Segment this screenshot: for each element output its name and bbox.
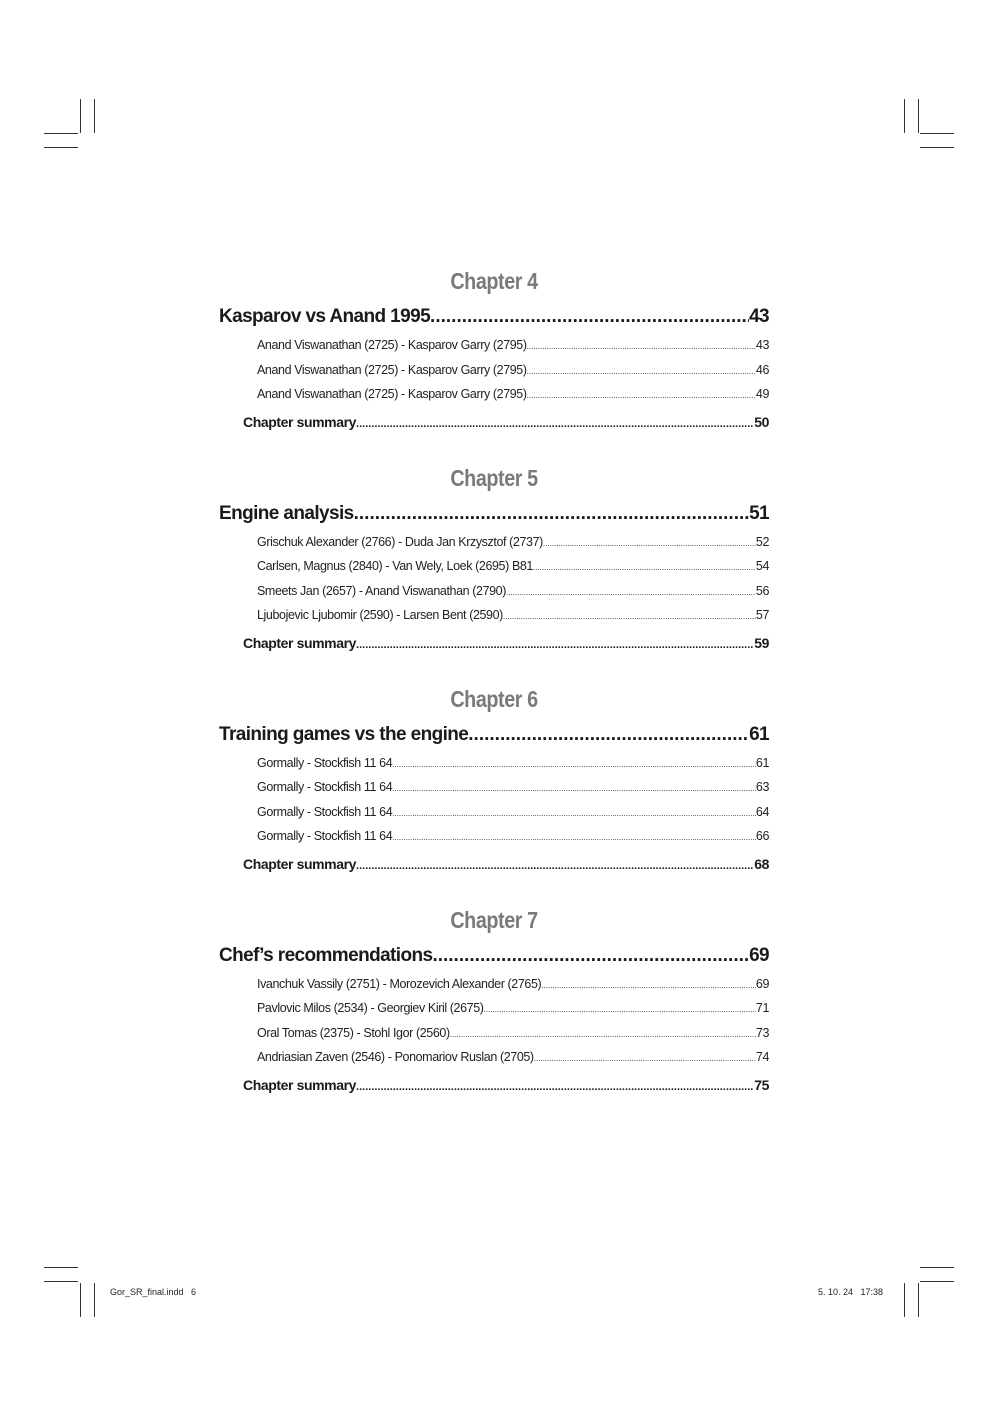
toc-game-entry-label: Carlsen, Magnus (2840) - Van Wely, Loek (2695) B81 bbox=[257, 559, 533, 573]
toc-game-entry-page-number: 69 bbox=[755, 976, 769, 991]
dot-leader bbox=[503, 605, 756, 628]
crop-mark bbox=[44, 133, 78, 134]
toc-chapter-entry-label: Training games vs the engine bbox=[219, 723, 469, 745]
dot-leader bbox=[356, 851, 754, 879]
crop-mark bbox=[44, 147, 78, 148]
toc-game-entry[interactable] bbox=[219, 800, 769, 825]
dot-leader bbox=[392, 802, 756, 825]
toc-summary-entry[interactable] bbox=[219, 849, 769, 879]
dot-leader bbox=[392, 826, 756, 849]
crop-mark bbox=[920, 133, 954, 134]
dot-leader bbox=[533, 556, 756, 579]
crop-mark bbox=[44, 1267, 78, 1268]
toc-chapter-entry-label: Chef’s recommendations bbox=[219, 944, 433, 966]
toc-game-entry-page-number: 73 bbox=[755, 1025, 769, 1040]
toc-chapter-entry-label: Kasparov vs Anand 1995 bbox=[219, 306, 431, 327]
toc-game-entry-label: Anand Viswanathan (2725) - Kasparov Garry (2795) bbox=[257, 338, 527, 352]
toc-game-entry[interactable] bbox=[219, 972, 769, 997]
dot-leader bbox=[534, 1047, 756, 1070]
toc-chapter-entry-page-number: 69 bbox=[749, 944, 769, 966]
dot-leader bbox=[392, 777, 756, 800]
toc-chapter-entry-page-number: 51 bbox=[749, 502, 769, 524]
toc-game-entry-label: Andriasian Zaven (2546) - Ponomariov Ruslan (2705) bbox=[257, 1050, 534, 1064]
chapter-section bbox=[219, 262, 769, 459]
dot-leader bbox=[356, 630, 754, 658]
toc-game-entry[interactable] bbox=[219, 603, 769, 628]
dot-leader bbox=[506, 581, 756, 604]
toc-game-entry-label: Gormally - Stockfish 11 64 bbox=[257, 829, 393, 843]
toc-summary-entry-page-number: 75 bbox=[754, 1076, 769, 1093]
toc-game-entry-page-number: 54 bbox=[755, 559, 769, 573]
toc-summary-entry-label: Chapter summary bbox=[243, 1076, 357, 1093]
dot-leader bbox=[356, 409, 754, 437]
dot-leader bbox=[484, 998, 756, 1021]
chapter-title: Chapter 4 bbox=[450, 268, 538, 294]
dot-leader bbox=[541, 974, 756, 997]
dot-leader bbox=[354, 497, 749, 530]
toc-game-entry-label: Grischuk Alexander (2766) - Duda Jan Krzysztof (2737) bbox=[257, 534, 543, 549]
toc-game-entry[interactable] bbox=[219, 530, 769, 555]
toc-game-entry-page-number: 57 bbox=[755, 608, 769, 622]
chapter-title: Chapter 6 bbox=[450, 685, 538, 712]
toc-game-entry-page-number: 61 bbox=[755, 755, 769, 770]
toc-game-entry-page-number: 56 bbox=[755, 583, 769, 598]
toc-game-entry[interactable] bbox=[219, 775, 769, 800]
toc-game-entry[interactable] bbox=[219, 996, 769, 1021]
toc-game-entry-page-number: 71 bbox=[755, 1001, 769, 1015]
toc-summary-entry[interactable] bbox=[219, 1070, 769, 1100]
chapter-title: Chapter 7 bbox=[450, 906, 538, 933]
chapter-section bbox=[219, 901, 769, 1100]
toc-summary-entry-page-number: 50 bbox=[754, 413, 769, 430]
toc-game-entry-page-number: 52 bbox=[755, 534, 769, 549]
toc-summary-entry-page-number: 68 bbox=[754, 855, 769, 872]
crop-mark bbox=[904, 99, 905, 133]
dot-leader bbox=[527, 335, 756, 358]
toc-game-entry[interactable] bbox=[219, 579, 769, 604]
toc-game-entry-label: Pavlovic Milos (2534) - Georgiev Kiril (2675) bbox=[257, 1001, 484, 1015]
toc-game-entry-label: Anand Viswanathan (2725) - Kasparov Garry (2795) bbox=[257, 362, 527, 377]
chapter-section bbox=[219, 459, 769, 680]
toc-game-entry[interactable] bbox=[219, 751, 769, 776]
toc-game-entry-label: Anand Viswanathan (2725) - Kasparov Garry (2795) bbox=[257, 387, 527, 401]
toc-game-entry-page-number: 43 bbox=[755, 338, 769, 352]
toc-game-entry-label: Gormally - Stockfish 11 64 bbox=[257, 755, 393, 770]
toc-summary-entry[interactable] bbox=[219, 407, 769, 437]
toc-game-entry[interactable] bbox=[219, 1045, 769, 1070]
dot-leader bbox=[543, 532, 756, 555]
toc-summary-entry-label: Chapter summary bbox=[243, 413, 357, 430]
slug-file-info: Gor_SR_final.indd 6 bbox=[110, 1287, 197, 1297]
toc-game-entry-page-number: 64 bbox=[755, 804, 769, 819]
toc-chapter-entry-page-number: 43 bbox=[749, 306, 769, 327]
toc-chapter-entry[interactable] bbox=[219, 497, 769, 530]
toc-chapter-entry[interactable] bbox=[219, 718, 769, 751]
crop-mark bbox=[920, 1267, 954, 1268]
toc-game-entry-page-number: 74 bbox=[755, 1050, 769, 1064]
crop-mark bbox=[920, 147, 954, 148]
toc-chapter-entry-page-number: 61 bbox=[749, 723, 769, 745]
chapter-title: Chapter 5 bbox=[450, 464, 538, 491]
toc-chapter-entry[interactable] bbox=[219, 939, 769, 972]
toc-game-entry-label: Gormally - Stockfish 11 64 bbox=[257, 780, 393, 794]
toc-chapter-entry-label: Engine analysis bbox=[219, 502, 354, 524]
toc-game-entry-page-number: 66 bbox=[755, 829, 769, 843]
crop-mark bbox=[44, 1281, 78, 1282]
toc-game-entry-label: Ivanchuk Vassily (2751) - Morozevich Alexander (2765) bbox=[257, 976, 542, 991]
toc-chapter-entry[interactable] bbox=[219, 300, 769, 333]
slug-timestamp: 5. 10. 24 17:38 bbox=[818, 1287, 884, 1297]
dot-leader bbox=[432, 939, 749, 972]
crop-mark bbox=[80, 1283, 81, 1317]
toc-summary-entry-label: Chapter summary bbox=[243, 855, 357, 872]
toc-game-entry[interactable] bbox=[219, 333, 769, 358]
crop-mark bbox=[918, 99, 919, 133]
toc-game-entry[interactable] bbox=[219, 1021, 769, 1046]
crop-mark bbox=[94, 1283, 95, 1317]
chapter-section bbox=[219, 680, 769, 901]
crop-mark bbox=[80, 99, 81, 133]
crop-mark bbox=[918, 1283, 919, 1317]
toc-game-entry-label: Oral Tomas (2375) - Stohl Igor (2560) bbox=[257, 1025, 450, 1040]
toc-game-entry-label: Smeets Jan (2657) - Anand Viswanathan (2790) bbox=[257, 583, 507, 598]
toc-summary-entry-label: Chapter summary bbox=[243, 634, 357, 651]
dot-leader bbox=[527, 384, 756, 407]
crop-mark bbox=[920, 1281, 954, 1282]
toc-game-entry-page-number: 49 bbox=[755, 387, 769, 401]
table-of-contents bbox=[219, 262, 769, 1100]
crop-mark bbox=[904, 1283, 905, 1317]
toc-game-entry-label: Gormally - Stockfish 11 64 bbox=[257, 804, 393, 819]
toc-game-entry-label: Ljubojevic Ljubomir (2590) - Larsen Bent (2590) bbox=[257, 608, 503, 622]
toc-game-entry[interactable] bbox=[219, 358, 769, 383]
dot-leader bbox=[430, 300, 749, 333]
dot-leader bbox=[450, 1023, 756, 1046]
dot-leader bbox=[468, 718, 749, 751]
toc-game-entry[interactable] bbox=[219, 382, 769, 407]
dot-leader bbox=[356, 1072, 754, 1100]
toc-game-entry[interactable] bbox=[219, 554, 769, 579]
dot-leader bbox=[392, 753, 756, 776]
toc-game-entry-page-number: 63 bbox=[755, 780, 769, 794]
dot-leader bbox=[527, 360, 756, 383]
toc-summary-entry-page-number: 59 bbox=[754, 634, 769, 651]
toc-summary-entry[interactable] bbox=[219, 628, 769, 658]
toc-game-entry[interactable] bbox=[219, 824, 769, 849]
toc-game-entry-page-number: 46 bbox=[755, 362, 769, 377]
crop-mark bbox=[94, 99, 95, 133]
